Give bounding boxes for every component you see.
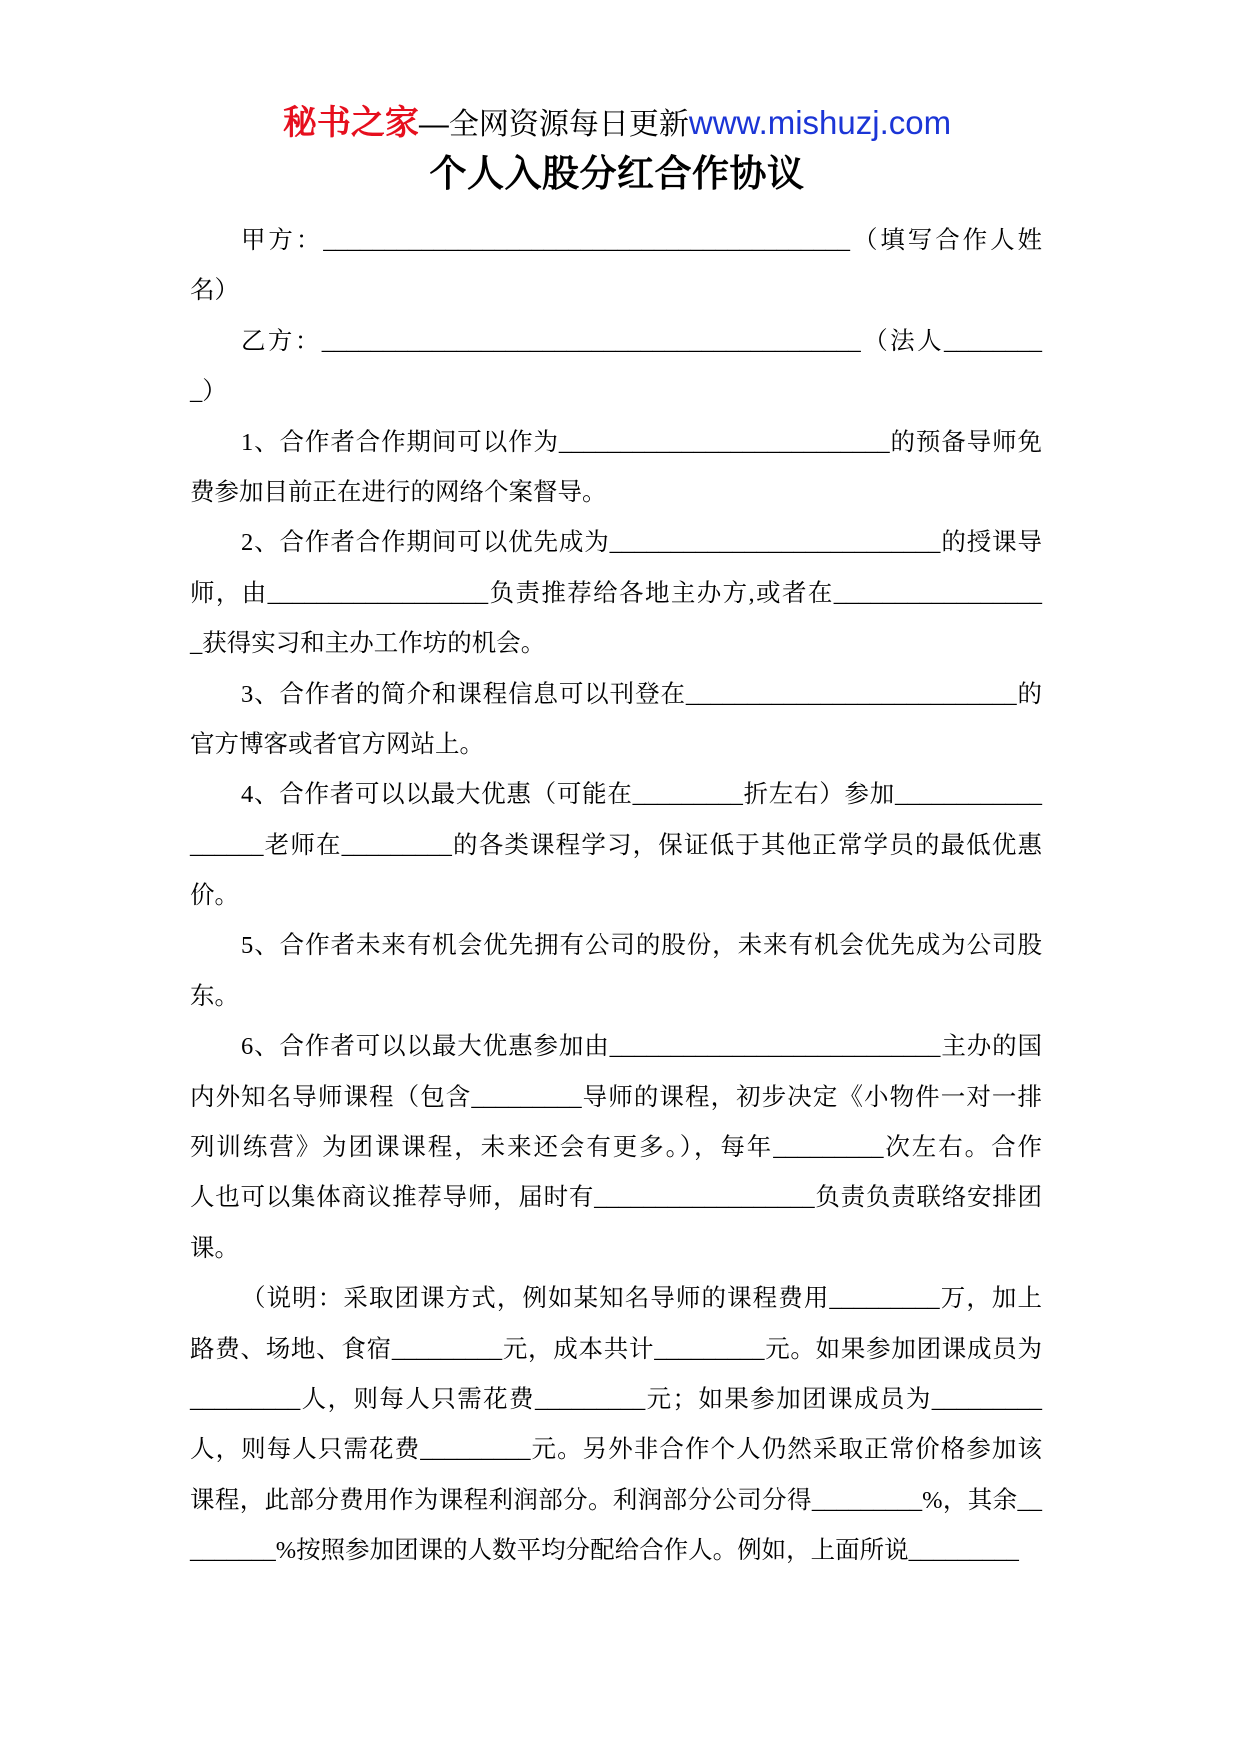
clause-6-line: 6、合作者可以以最大优惠参加由___________________________主办的国 [241, 1033, 1042, 1061]
clause-6 [190, 1022, 1042, 1274]
note-line: 课程，此部分费用作为课程利润部分。利润部分公司分得_________%，其余__ [190, 1486, 1042, 1514]
clause-2-line: _获得实习和主办工作坊的机会。 [190, 630, 546, 658]
clause-4-line: 价。 [190, 882, 239, 910]
clause-1-line: 1、合作者合作期间可以作为___________________________的预备导师免 [241, 428, 1042, 456]
clause-2-line: 师，由__________________负责推荐给各地主办方,或者在_________________ [190, 579, 1042, 607]
clause-4-line: ______老师在_________的各类课程学习，保证低于其他正常学员的最低优惠 [190, 831, 1042, 859]
site-banner [0, 100, 1234, 146]
clause-3-line: 3、合作者的简介和课程信息可以刊登在___________________________的 [241, 680, 1042, 708]
site-tagline: —全网资源每日更新 [418, 108, 689, 141]
site-brand: 秘书之家 [282, 104, 419, 142]
note-paragraph [190, 1274, 1042, 1576]
clause-2-line: 2、合作者合作期间可以优先成为___________________________的授课导 [241, 529, 1042, 557]
party-b-line: _） [190, 378, 227, 406]
note-line: 人，则每人只需花费_________元。另外非合作个人仍然采取正常价格参加该 [190, 1436, 1042, 1464]
clause-5-line: 东。 [190, 982, 239, 1010]
clause-4-line: 4、合作者可以以最大优惠（可能在_________折左右）参加____________ [241, 781, 1042, 809]
note-line: （说明：采取团课方式，例如某知名导师的课程费用_________万，加上 [241, 1285, 1042, 1313]
clause-1-line: 费参加目前正在进行的网络个案督导。 [190, 478, 607, 506]
party-a-line: 名） [190, 277, 239, 305]
document-title: 个人入股分红合作协议 [429, 153, 805, 194]
party-a-field [190, 216, 1042, 317]
agreement-body [190, 216, 1042, 1577]
clause-5-line: 5、合作者未来有机会优先拥有公司的股份，未来有机会优先成为公司股 [241, 932, 1042, 960]
note-line: _________人，则每人只需花费_________元；如果参加团课成员为_________ [190, 1385, 1042, 1413]
clause-6-line: 内外知名导师课程（包含_________导师的课程，初步决定《小物件一对一排 [190, 1083, 1042, 1111]
clause-2 [190, 518, 1042, 669]
clause-6-line: 列训练营》为团课课程，未来还会有更多。），每年_________次左右。合作 [190, 1134, 1042, 1162]
clause-1 [190, 418, 1042, 519]
site-url: www.mishuzj.com [688, 104, 952, 141]
clause-4 [190, 770, 1042, 921]
clause-6-line: 课。 [190, 1234, 239, 1262]
clause-6-line: 人也可以集体商议推荐导师，届时有__________________负责负责联络安排团 [190, 1184, 1042, 1212]
note-line: _______%按照参加团课的人数平均分配给合作人。例如，上面所说_________ [190, 1537, 1019, 1565]
party-b-line: 乙方：____________________________________________（法人________ [241, 327, 1042, 355]
party-a-line: 甲方：___________________________________________（填写合作人姓 [241, 227, 1042, 254]
clause-3 [190, 670, 1042, 771]
note-line: 路费、场地、食宿_________元，成本共计_________元。如果参加团课成员为 [190, 1335, 1042, 1363]
clause-3-line: 官方博客或者官方网站上。 [190, 730, 484, 758]
party-b-field [190, 317, 1042, 418]
clause-5 [190, 921, 1042, 1022]
